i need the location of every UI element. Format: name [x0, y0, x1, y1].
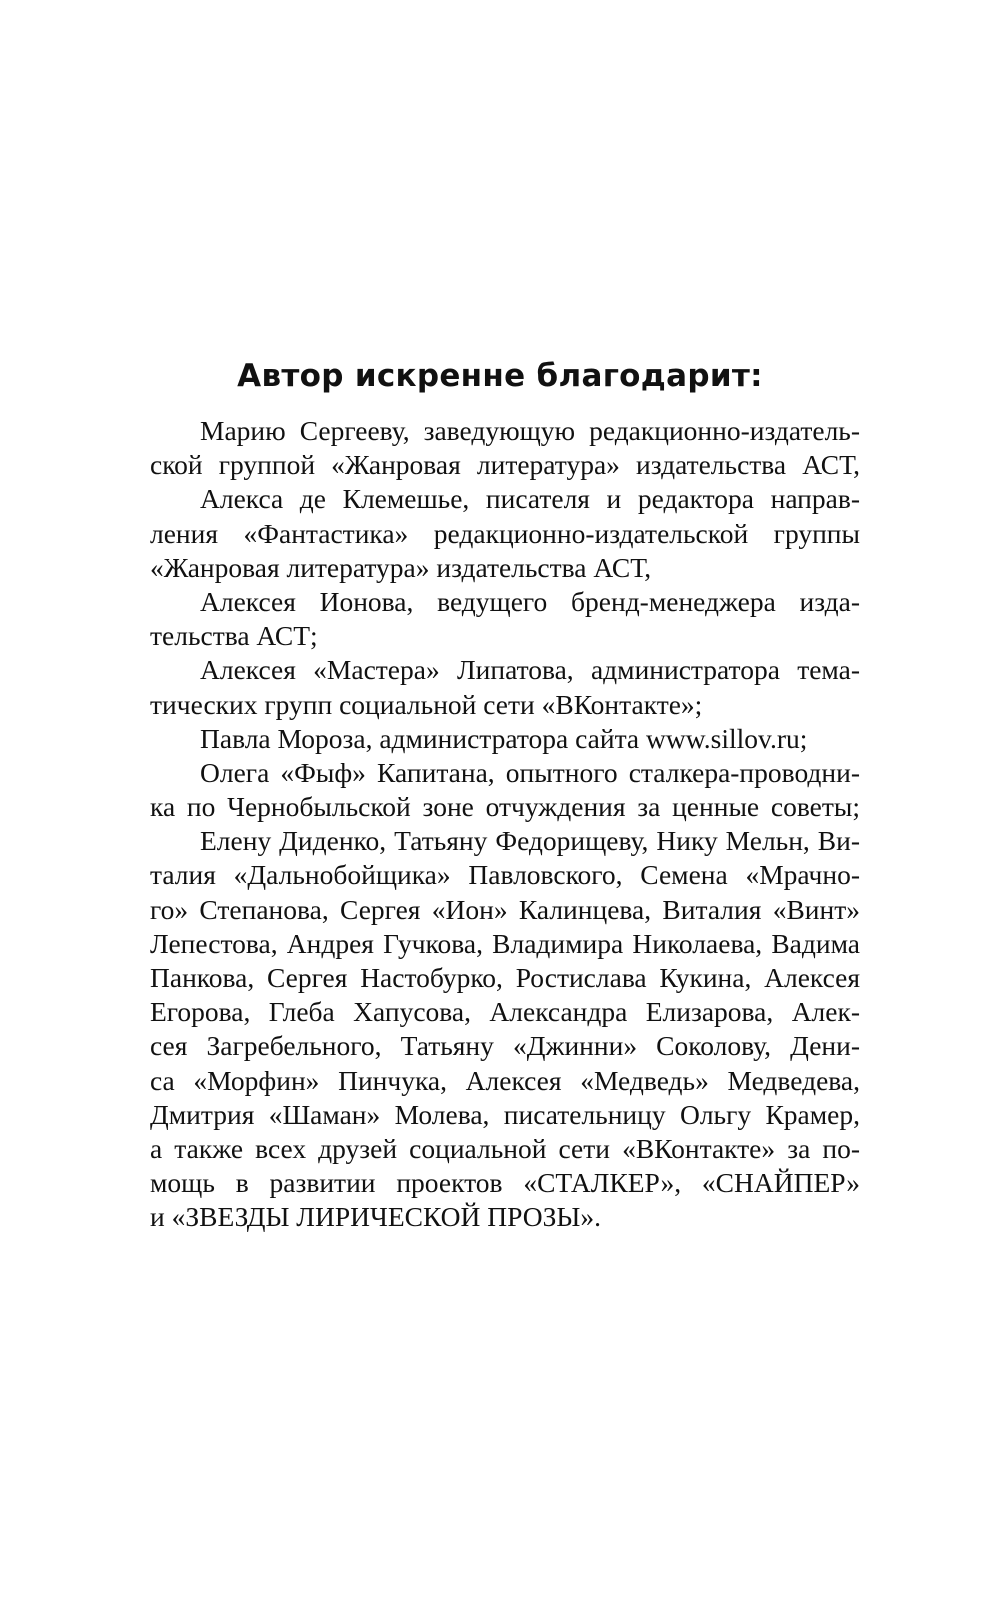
text-line: Алексея Ионова, ведущего бренд-менеджера изда-	[200, 585, 860, 617]
text-line: са «Морфин» Пинчука, Алексея «Медведь» Медведева,	[150, 1064, 860, 1096]
text-line: Лепестова, Андрея Гучкова, Владимира Николаева, Вадима	[150, 927, 860, 959]
text-line: тических групп социальной сети «ВКонтакте»;	[150, 688, 703, 720]
text-line: «Жанровая литература» издательства АСТ,	[150, 551, 652, 583]
text-line: Елену Диденко, Татьяну Федорищеву, Нику Мельн, Ви-	[200, 825, 860, 857]
acknowledgements-text	[150, 414, 860, 1235]
text-line: мощь в развитии проектов «СТАЛКЕР», «СНАЙПЕР»	[150, 1167, 860, 1199]
text-line: го» Степанова, Сергея «Ион» Калинцева, Виталия «Винт»	[150, 893, 860, 925]
text-line: ской группой «Жанровая литература» издательства АСТ,	[150, 449, 860, 481]
text-line: и «ЗВЕЗДЫ ЛИРИЧЕСКОЙ ПРОЗЫ».	[150, 1201, 601, 1233]
text-line: Егорова, Глеба Хапусова, Александра Елизарова, Алек-	[150, 996, 860, 1028]
text-line: Алексея «Мастера» Липатова, администратора тема-	[200, 654, 860, 686]
page-heading: Автор искренне благодарит:	[237, 358, 763, 394]
text-line: Олега «Фыф» Капитана, опытного сталкера-проводни-	[200, 756, 860, 788]
text-line: ка по Чернобыльской зоне отчуждения за ценные советы;	[150, 791, 860, 823]
text-line: талия «Дальнобойщика» Павловского, Семена «Мрачно-	[150, 859, 860, 891]
text-line: сея Загребельного, Татьяну «Джинни» Соколову, Дени-	[150, 1030, 860, 1062]
text-line: Дмитрия «Шаман» Молева, писательницу Ольгу Крамер,	[150, 1098, 860, 1130]
text-line: а также всех друзей социальной сети «ВКонтакте» за по-	[150, 1132, 860, 1164]
text-line: тельства АСТ;	[150, 620, 318, 652]
text-line: Марию Сергееву, заведующую редакционно-издатель-	[200, 415, 860, 446]
text-line: Алекса де Клемешье, писателя и редактора направ-	[200, 483, 860, 515]
text-line: Павла Мороза, администратора сайта www.sillov.ru;	[200, 722, 808, 754]
text-line: ления «Фантастика» редакционно-издательской группы	[150, 517, 860, 549]
text-line: Панкова, Сергея Настобурко, Ростислава Кукина, Алексея	[150, 962, 860, 993]
